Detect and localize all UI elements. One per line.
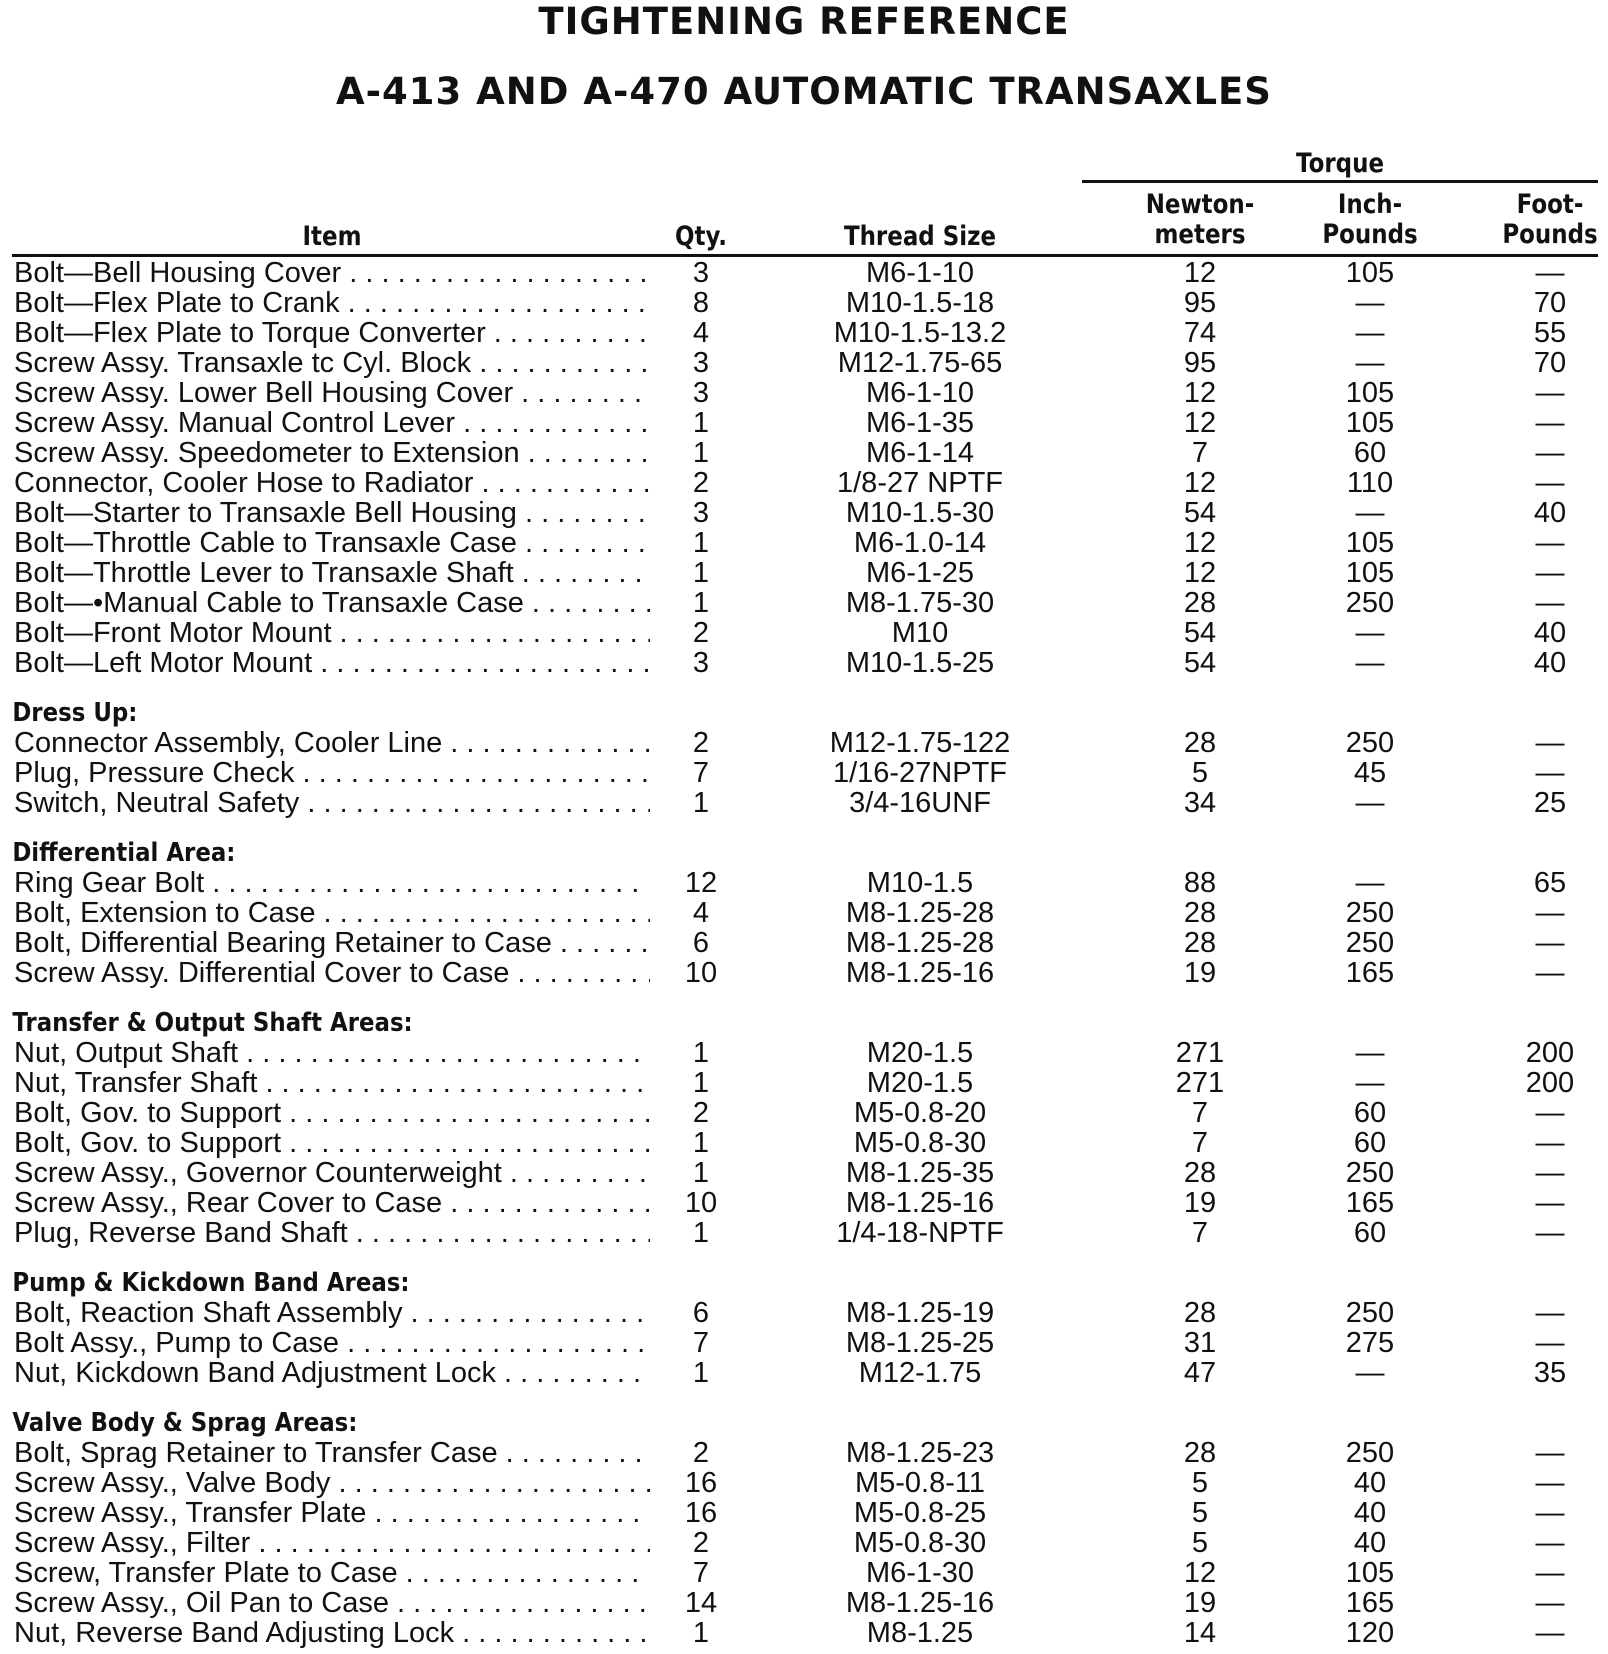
foot-pounds-cell: —: [1535, 407, 1565, 439]
foot-pounds-cell: —: [1535, 1497, 1565, 1529]
newton-meters-cell: 54: [1183, 497, 1217, 529]
thread-size-cell: M5-0.8-20: [853, 1097, 987, 1129]
item-cell: Bolt, Reaction Shaft Assembly . . .: [14, 1298, 650, 1328]
foot-pounds-cell: —: [1535, 757, 1565, 789]
item-cell: Bolt—Flex Plate to Torque Converter . . .: [14, 318, 650, 348]
table-row: [0, 898, 1608, 928]
qty-cell: 2: [692, 467, 710, 499]
thread-size-cell: M6-1-35: [866, 407, 974, 439]
newton-meters-cell: 28: [1183, 927, 1217, 959]
table-row: [0, 558, 1608, 588]
item-cell: Bolt—Bell Housing Cover . . .: [14, 258, 650, 288]
foot-pounds-cell: —: [1535, 257, 1565, 289]
qty-cell: 7: [692, 757, 710, 789]
table-row: [0, 1438, 1608, 1468]
newton-meters-cell: 7: [1191, 1097, 1209, 1129]
qty-cell: 14: [684, 1587, 718, 1619]
foot-pounds-column-header: [1499, 190, 1601, 250]
item-cell: Screw Assy. Differential Cover to Case . . .: [14, 958, 650, 988]
qty-cell: 3: [692, 497, 710, 529]
newton-meters-cell: 19: [1183, 957, 1217, 989]
foot-pounds-cell: 65: [1533, 867, 1567, 899]
item-cell: Bolt, Gov. to Support . . .: [14, 1128, 650, 1158]
foot-pounds-cell: 200: [1525, 1037, 1575, 1069]
item-cell: Screw Assy. Manual Control Lever . . .: [14, 408, 650, 438]
newton-meters-column-header: [1141, 190, 1260, 250]
thread-size-cell: M8-1.25-16: [845, 1187, 995, 1219]
foot-pounds-cell: —: [1535, 1557, 1565, 1589]
qty-cell: 1: [692, 437, 710, 469]
qty-cell: 1: [692, 527, 710, 559]
newton-meters-cell: 28: [1183, 897, 1217, 929]
inch-pounds-cell: 60: [1353, 1097, 1387, 1129]
inch-pounds-cell: 45: [1353, 757, 1387, 789]
table-row: [0, 1068, 1608, 1098]
foot-pounds-cell: —: [1535, 1437, 1565, 1469]
table-row: [0, 348, 1608, 378]
qty-cell: 1: [692, 787, 710, 819]
table-row: [0, 288, 1608, 318]
newton-meters-cell: 54: [1183, 647, 1217, 679]
qty-cell: 6: [692, 927, 710, 959]
page-title: TIGHTENING REFERENCE: [538, 0, 1070, 43]
qty-cell: 1: [692, 557, 710, 589]
item-cell: Nut, Transfer Shaft . . .: [14, 1068, 650, 1098]
foot-pounds-cell: —: [1535, 1217, 1565, 1249]
table-row: [0, 1098, 1608, 1128]
table-row: [0, 1558, 1608, 1588]
item-cell: Screw Assy., Rear Cover to Case . . .: [14, 1188, 650, 1218]
thread-size-cell: M10: [891, 617, 949, 649]
newton-meters-cell: 47: [1183, 1357, 1217, 1389]
thread-size-cell: M6-1-10: [866, 377, 974, 409]
foot-pounds-cell: —: [1535, 557, 1565, 589]
inch-pounds-cell: 120: [1345, 1617, 1395, 1649]
thread-size-cell: M12-1.75: [858, 1357, 982, 1389]
foot-pounds-header-line2: Pounds: [1502, 219, 1598, 250]
inch-pounds-cell: —: [1355, 617, 1385, 649]
thread-size-cell: 1/8-27 NPTF: [837, 467, 1003, 499]
foot-pounds-cell: —: [1535, 587, 1565, 619]
qty-cell: 10: [684, 957, 718, 989]
inch-pounds-cell: 250: [1345, 1157, 1395, 1189]
qty-cell: 1: [692, 1357, 710, 1389]
inch-pounds-cell: 105: [1345, 557, 1395, 589]
table-row: [0, 1528, 1608, 1558]
thread-size-cell: M8-1.25-16: [845, 957, 995, 989]
thread-size-cell: M10-1.5-13.2: [833, 317, 1007, 349]
thread-size-cell: M10-1.5-25: [845, 647, 995, 679]
section-heading: Valve Body & Sprag Areas:: [12, 1408, 358, 1438]
item-cell: Screw Assy., Governor Counterweight . . .: [14, 1158, 650, 1188]
foot-pounds-header-line1: Foot-: [1516, 189, 1584, 220]
item-cell: Nut, Output Shaft . . .: [14, 1038, 650, 1068]
table-row: [0, 318, 1608, 348]
foot-pounds-cell: —: [1535, 1587, 1565, 1619]
table-row: [0, 1188, 1608, 1218]
item-cell: Bolt—Left Motor Mount . . .: [14, 648, 650, 678]
torque-group-rule: [1082, 180, 1598, 183]
thread-size-cell: 1/16-27NPTF: [832, 757, 1008, 789]
newton-meters-cell: 14: [1183, 1617, 1217, 1649]
qty-cell: 1: [692, 1037, 710, 1069]
newton-meters-cell: 12: [1183, 257, 1217, 289]
table-row: [0, 1328, 1608, 1358]
newton-meters-cell: 12: [1183, 377, 1217, 409]
table-row: [0, 1498, 1608, 1528]
section-heading: Pump & Kickdown Band Areas:: [12, 1268, 410, 1298]
item-cell: Screw Assy. Speedometer to Extension . . .: [14, 438, 650, 468]
inch-pounds-cell: —: [1355, 317, 1385, 349]
newton-meters-cell: 7: [1191, 1127, 1209, 1159]
table-row: [0, 468, 1608, 498]
newton-meters-cell: 28: [1183, 587, 1217, 619]
item-cell: Screw Assy., Filter . . .: [14, 1528, 650, 1558]
inch-pounds-cell: 250: [1345, 897, 1395, 929]
newton-meters-cell: 28: [1183, 1297, 1217, 1329]
qty-cell: 1: [692, 1217, 710, 1249]
table-row: [0, 528, 1608, 558]
table-row: [0, 1158, 1608, 1188]
foot-pounds-cell: 200: [1525, 1067, 1575, 1099]
inch-pounds-cell: 105: [1345, 527, 1395, 559]
qty-cell: 12: [684, 867, 718, 899]
thread-size-cell: M12-1.75-122: [829, 727, 1011, 759]
item-cell: Bolt—Front Motor Mount . . .: [14, 618, 650, 648]
inch-pounds-cell: 105: [1345, 407, 1395, 439]
foot-pounds-cell: —: [1535, 927, 1565, 959]
qty-cell: 1: [692, 1157, 710, 1189]
item-column-header: Item: [302, 221, 362, 252]
item-cell: Screw, Transfer Plate to Case . . .: [14, 1558, 650, 1588]
inch-pounds-cell: 250: [1345, 1437, 1395, 1469]
inch-pounds-cell: 165: [1345, 1587, 1395, 1619]
thread-size-cell: M8-1.75-30: [845, 587, 995, 619]
table-row: [0, 1358, 1608, 1388]
item-cell: Bolt—Throttle Lever to Transaxle Shaft . . .: [14, 558, 650, 588]
newton-meters-cell: 12: [1183, 527, 1217, 559]
newton-meters-cell: 54: [1183, 617, 1217, 649]
thread-size-cell: M10-1.5-18: [845, 287, 995, 319]
torque-group-header: Torque: [1295, 148, 1385, 179]
thread-size-cell: M10-1.5-30: [845, 497, 995, 529]
inch-pounds-cell: 40: [1353, 1497, 1387, 1529]
foot-pounds-cell: —: [1535, 437, 1565, 469]
thread-size-cell: M12-1.75-65: [837, 347, 1003, 379]
newton-meters-cell: 95: [1183, 287, 1217, 319]
newton-meters-cell: 12: [1183, 1557, 1217, 1589]
newton-meters-cell: 28: [1183, 1437, 1217, 1469]
item-cell: Plug, Pressure Check . . .: [14, 758, 650, 788]
inch-pounds-cell: 105: [1345, 377, 1395, 409]
item-cell: Bolt—Throttle Cable to Transaxle Case . . .: [14, 528, 650, 558]
section-heading: Dress Up:: [12, 698, 138, 728]
table-row: [0, 1038, 1608, 1068]
inch-pounds-cell: 250: [1345, 1297, 1395, 1329]
thread-size-cell: M8-1.25-28: [845, 927, 995, 959]
qty-cell: 3: [692, 647, 710, 679]
foot-pounds-cell: —: [1535, 727, 1565, 759]
qty-cell: 6: [692, 1297, 710, 1329]
foot-pounds-cell: —: [1535, 1097, 1565, 1129]
qty-cell: 2: [692, 1527, 710, 1559]
foot-pounds-cell: —: [1535, 1527, 1565, 1559]
table-row: [0, 648, 1608, 678]
table-row: [0, 958, 1608, 988]
inch-pounds-cell: 250: [1345, 587, 1395, 619]
qty-cell: 4: [692, 897, 710, 929]
table-row: [0, 788, 1608, 818]
item-cell: Bolt—Starter to Transaxle Bell Housing . . .: [14, 498, 650, 528]
newton-meters-cell: 12: [1183, 407, 1217, 439]
item-cell: Screw Assy., Transfer Plate . . .: [14, 1498, 650, 1528]
table-row: [0, 258, 1608, 288]
thread-size-cell: M8-1.25-35: [845, 1157, 995, 1189]
qty-cell: 1: [692, 1127, 710, 1159]
item-cell: Screw Assy. Lower Bell Housing Cover . . .: [14, 378, 650, 408]
table-row: [0, 1588, 1608, 1618]
thread-size-cell: M8-1.25-25: [845, 1327, 995, 1359]
thread-size-cell: M5-0.8-11: [854, 1467, 986, 1499]
thread-size-cell: M5-0.8-30: [853, 1127, 987, 1159]
inch-pounds-cell: 105: [1345, 257, 1395, 289]
newton-meters-cell: 12: [1183, 557, 1217, 589]
item-cell: Bolt—•Manual Cable to Transaxle Case . . .: [14, 588, 650, 618]
table-row: [0, 928, 1608, 958]
inch-pounds-cell: 275: [1345, 1327, 1395, 1359]
table-row: [0, 758, 1608, 788]
thread-size-cell: M20-1.5: [866, 1067, 974, 1099]
table-row: [0, 408, 1608, 438]
qty-cell: 2: [692, 1097, 710, 1129]
torque-table-body: [0, 258, 1608, 1648]
qty-cell: 1: [692, 1067, 710, 1099]
foot-pounds-cell: 70: [1533, 347, 1567, 379]
inch-pounds-header-line1: Inch-: [1337, 189, 1403, 220]
inch-pounds-cell: —: [1355, 867, 1385, 899]
inch-pounds-cell: 165: [1345, 957, 1395, 989]
foot-pounds-cell: —: [1535, 957, 1565, 989]
foot-pounds-cell: 55: [1533, 317, 1567, 349]
newton-meters-cell: 7: [1191, 1217, 1209, 1249]
table-row: [0, 588, 1608, 618]
foot-pounds-cell: 40: [1533, 497, 1567, 529]
thread-size-cell: M6-1-10: [866, 257, 974, 289]
newton-meters-cell: 5: [1191, 1497, 1209, 1529]
thread-size-cell: M8-1.25-16: [845, 1587, 995, 1619]
newton-meters-cell: 95: [1183, 347, 1217, 379]
foot-pounds-cell: 25: [1533, 787, 1567, 819]
item-cell: Screw Assy., Oil Pan to Case . . .: [14, 1588, 650, 1618]
foot-pounds-cell: —: [1535, 897, 1565, 929]
table-row: [0, 378, 1608, 408]
newton-meters-cell: 5: [1191, 1527, 1209, 1559]
thread-size-cell: M6-1-14: [866, 437, 974, 469]
inch-pounds-cell: —: [1355, 347, 1385, 379]
item-cell: Bolt Assy., Pump to Case . . .: [14, 1328, 650, 1358]
item-cell: Bolt, Sprag Retainer to Transfer Case . . .: [14, 1438, 650, 1468]
foot-pounds-cell: 40: [1533, 647, 1567, 679]
item-cell: Nut, Reverse Band Adjusting Lock . . .: [14, 1618, 650, 1648]
item-cell: Connector Assembly, Cooler Line . . .: [14, 728, 650, 758]
newton-meters-cell: 19: [1183, 1187, 1217, 1219]
inch-pounds-cell: 60: [1353, 437, 1387, 469]
thread-size-cell: M5-0.8-25: [853, 1497, 987, 1529]
qty-cell: 4: [692, 317, 710, 349]
newton-meters-cell: 88: [1183, 867, 1217, 899]
inch-pounds-cell: 250: [1345, 727, 1395, 759]
foot-pounds-cell: —: [1535, 467, 1565, 499]
item-cell: Plug, Reverse Band Shaft . . .: [14, 1218, 650, 1248]
qty-cell: 10: [684, 1187, 718, 1219]
foot-pounds-cell: —: [1535, 1327, 1565, 1359]
table-row: [0, 868, 1608, 898]
newton-meters-cell: 31: [1183, 1327, 1217, 1359]
inch-pounds-header-line2: Pounds: [1322, 219, 1418, 250]
thread-size-cell: M8-1.25-19: [845, 1297, 995, 1329]
inch-pounds-cell: —: [1355, 1037, 1385, 1069]
newton-meters-header-line1: Newton-: [1145, 189, 1255, 220]
qty-cell: 16: [684, 1497, 718, 1529]
newton-meters-cell: 271: [1175, 1037, 1225, 1069]
newton-meters-cell: 5: [1191, 1467, 1209, 1499]
newton-meters-cell: 34: [1183, 787, 1217, 819]
qty-cell: 8: [692, 287, 710, 319]
newton-meters-cell: 271: [1175, 1067, 1225, 1099]
newton-meters-cell: 7: [1191, 437, 1209, 469]
inch-pounds-cell: —: [1355, 647, 1385, 679]
item-cell: Connector, Cooler Hose to Radiator . . .: [14, 468, 650, 498]
newton-meters-cell: 12: [1183, 467, 1217, 499]
thread-size-cell: M20-1.5: [866, 1037, 974, 1069]
section-heading: Differential Area:: [12, 838, 236, 868]
table-row: [0, 1298, 1608, 1328]
foot-pounds-cell: —: [1535, 1297, 1565, 1329]
item-cell: Bolt, Extension to Case . . .: [14, 898, 650, 928]
inch-pounds-cell: 165: [1345, 1187, 1395, 1219]
thread-size-cell: 3/4-16UNF: [849, 787, 991, 819]
thread-size-cell: M10-1.5: [866, 867, 974, 899]
table-row: [0, 618, 1608, 648]
section-heading: Transfer & Output Shaft Areas:: [12, 1008, 413, 1038]
qty-cell: 3: [692, 347, 710, 379]
inch-pounds-cell: 60: [1353, 1127, 1387, 1159]
inch-pounds-cell: 40: [1353, 1527, 1387, 1559]
inch-pounds-cell: —: [1355, 287, 1385, 319]
table-row: [0, 1218, 1608, 1248]
foot-pounds-cell: —: [1535, 1617, 1565, 1649]
item-cell: Ring Gear Bolt . . .: [14, 868, 650, 898]
qty-cell: 16: [684, 1467, 718, 1499]
table-row: [0, 438, 1608, 468]
thread-size-cell: M6-1-30: [866, 1557, 974, 1589]
inch-pounds-cell: —: [1355, 1067, 1385, 1099]
inch-pounds-cell: 105: [1345, 1557, 1395, 1589]
table-row: [0, 1128, 1608, 1158]
qty-column-header: Qty.: [674, 221, 728, 252]
newton-meters-cell: 74: [1183, 317, 1217, 349]
foot-pounds-cell: —: [1535, 1467, 1565, 1499]
inch-pounds-column-header: [1311, 190, 1430, 250]
qty-cell: 3: [692, 257, 710, 289]
table-row: [0, 498, 1608, 528]
newton-meters-cell: 19: [1183, 1587, 1217, 1619]
thread-size-cell: M6-1-25: [866, 557, 974, 589]
inch-pounds-cell: 110: [1346, 467, 1394, 499]
table-row: [0, 1468, 1608, 1498]
newton-meters-cell: 28: [1183, 727, 1217, 759]
foot-pounds-cell: —: [1535, 1187, 1565, 1219]
newton-meters-cell: 5: [1191, 757, 1209, 789]
inch-pounds-cell: 250: [1345, 927, 1395, 959]
thread-size-cell: M5-0.8-30: [853, 1527, 987, 1559]
inch-pounds-cell: —: [1355, 497, 1385, 529]
item-cell: Screw Assy., Valve Body . . .: [14, 1468, 650, 1498]
foot-pounds-cell: 35: [1533, 1357, 1567, 1389]
qty-cell: 3: [692, 377, 710, 409]
thread-size-cell: 1/4-18-NPTF: [836, 1217, 1004, 1249]
item-cell: Bolt, Gov. to Support . . .: [14, 1098, 650, 1128]
item-cell: Bolt, Differential Bearing Retainer to Case . . .: [14, 928, 650, 958]
newton-meters-header-line2: meters: [1154, 219, 1246, 250]
qty-cell: 2: [692, 727, 710, 759]
item-cell: Switch, Neutral Safety . . .: [14, 788, 650, 818]
inch-pounds-cell: 40: [1353, 1467, 1387, 1499]
inch-pounds-cell: —: [1355, 787, 1385, 819]
foot-pounds-cell: —: [1535, 527, 1565, 559]
foot-pounds-cell: 70: [1533, 287, 1567, 319]
foot-pounds-cell: 40: [1533, 617, 1567, 649]
foot-pounds-cell: —: [1535, 1157, 1565, 1189]
qty-cell: 1: [692, 587, 710, 619]
qty-cell: 2: [692, 1437, 710, 1469]
inch-pounds-cell: —: [1355, 1357, 1385, 1389]
thread-size-cell: M8-1.25-28: [845, 897, 995, 929]
foot-pounds-cell: —: [1535, 377, 1565, 409]
newton-meters-cell: 28: [1183, 1157, 1217, 1189]
inch-pounds-cell: 60: [1353, 1217, 1387, 1249]
thread-size-cell: M8-1.25-23: [845, 1437, 995, 1469]
item-cell: Screw Assy. Transaxle tc Cyl. Block . . .: [14, 348, 650, 378]
qty-cell: 1: [692, 1617, 710, 1649]
table-row: [0, 1618, 1608, 1648]
thread-size-cell: M6-1.0-14: [853, 527, 987, 559]
foot-pounds-cell: —: [1535, 1127, 1565, 1159]
thread-size-cell: M8-1.25: [866, 1617, 974, 1649]
qty-cell: 7: [692, 1327, 710, 1359]
item-cell: Bolt—Flex Plate to Crank . . .: [14, 288, 650, 318]
qty-cell: 7: [692, 1557, 710, 1589]
item-cell: Nut, Kickdown Band Adjustment Lock . . .: [14, 1358, 650, 1388]
table-row: [0, 728, 1608, 758]
thread-size-column-header: Thread Size: [843, 221, 997, 252]
page-subtitle: A-413 AND A-470 AUTOMATIC TRANSAXLES: [336, 70, 1272, 113]
qty-cell: 1: [692, 407, 710, 439]
qty-cell: 2: [692, 617, 710, 649]
